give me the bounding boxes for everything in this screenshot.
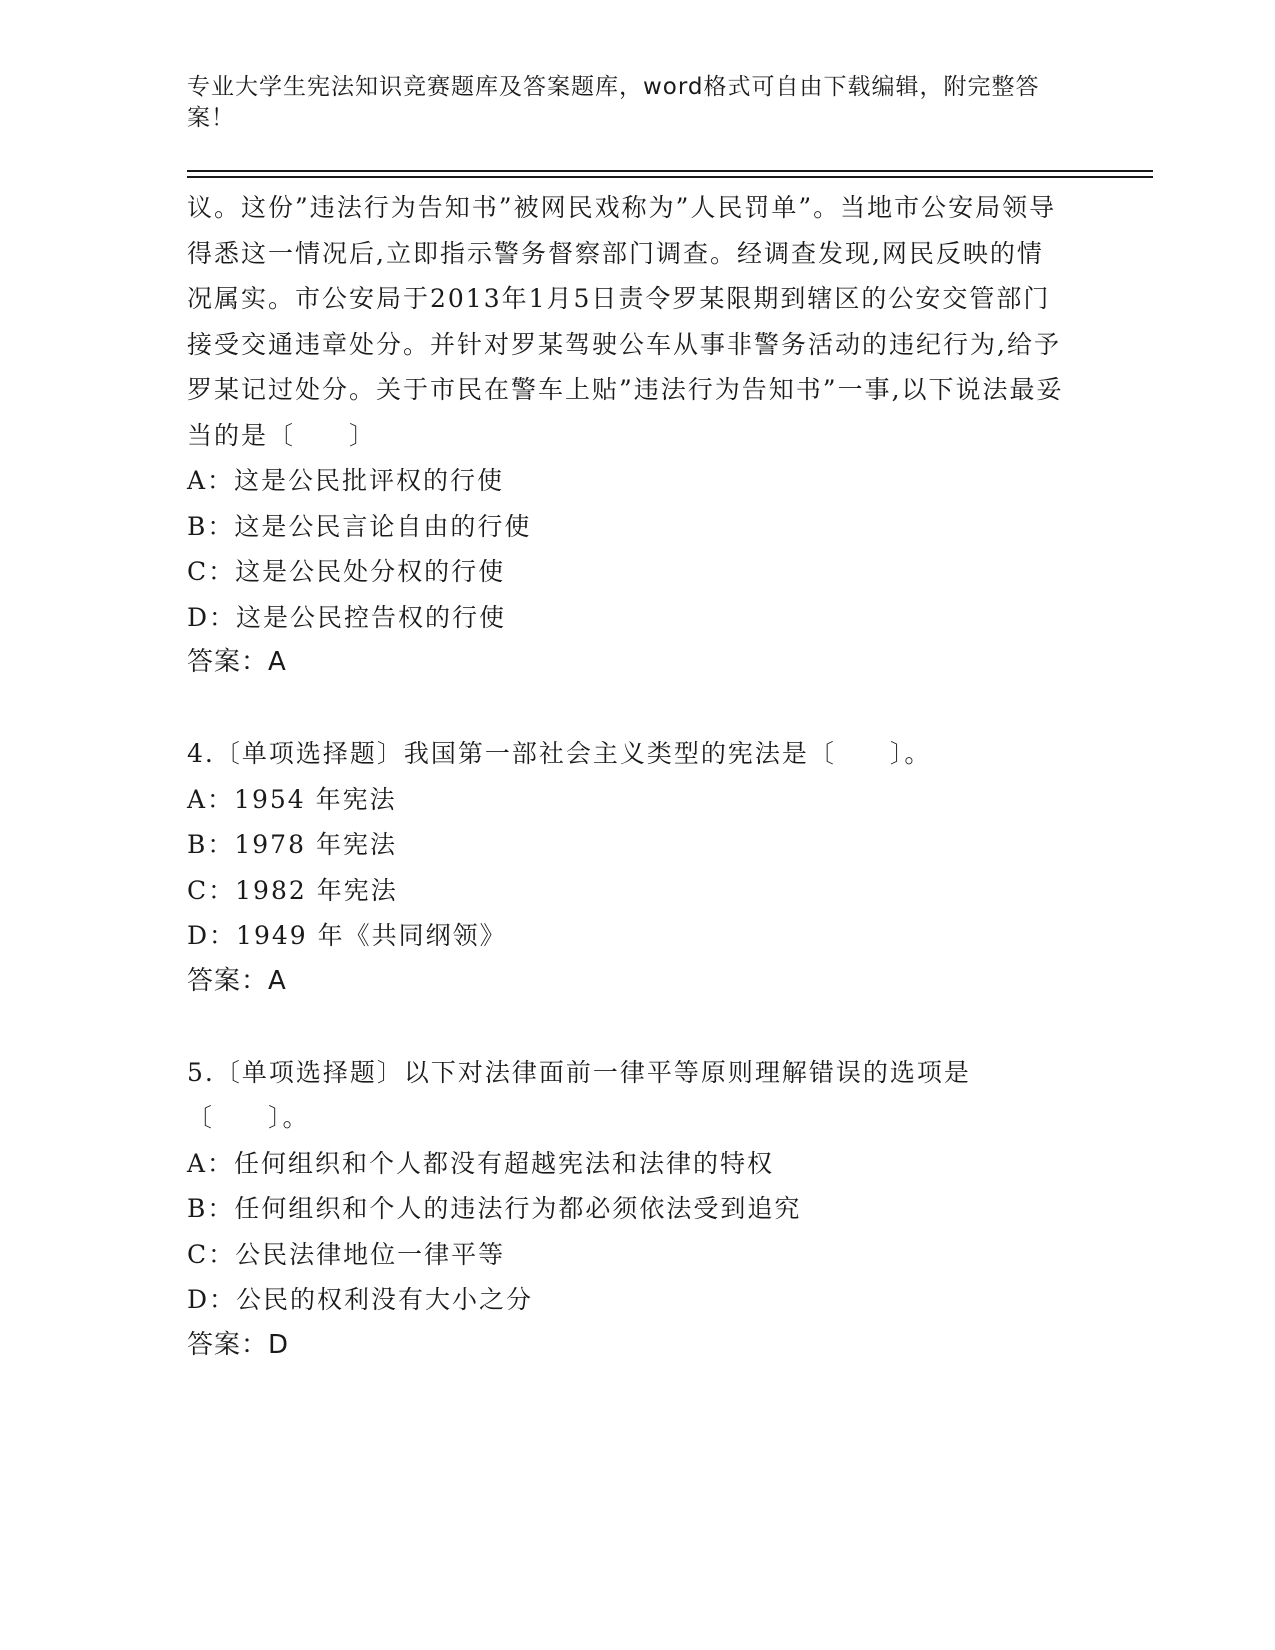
- header-divider-bottom: [187, 176, 1153, 178]
- option-a: A：这是公民批评权的行使: [187, 466, 505, 495]
- option-b: B：这是公民言论自由的行使: [187, 511, 532, 541]
- option-d: D：公民的权利没有大小之分: [187, 1285, 534, 1314]
- question-3: [187, 185, 1067, 686]
- option-b: B：1978 年宪法: [187, 830, 397, 859]
- question-4: [187, 731, 1067, 1004]
- spacer: [187, 686, 1067, 732]
- option-c: C：公民法律地位一律平等: [187, 1239, 506, 1269]
- option-c: C：这是公民处分权的行使: [187, 557, 506, 586]
- answer: 答案：A: [187, 647, 287, 677]
- option-d: D：这是公民控告权的行使: [187, 602, 507, 632]
- document-header: 专业大学生宪法知识竞赛题库及答案题库，word格式可自由下载编辑，附完整答案！: [187, 74, 1040, 131]
- option-b: B：任何组织和个人的违法行为都必须依法受到追究: [187, 1194, 802, 1223]
- option-d: D：1949 年《共同纲领》: [187, 921, 507, 950]
- question-stem: 4.〔单项选择题〕我国第一部社会主义类型的宪法是〔 〕。: [187, 739, 932, 768]
- header-divider-top: [187, 170, 1153, 172]
- option-a: A：1954 年宪法: [187, 784, 397, 814]
- question-list: [187, 185, 1067, 1368]
- question-stem: 议。这份”违法行为告知书”被网民戏称为”人民罚单”。当地市公安局领导得悉这一情况后,立即指示警务督察部门调查。经调查发现,网民反映的情况属实。市公安局于2013年1月5日责令罗某限期到辖区的公安交管部门接受交通违章处分。并针对罗某驾驶公车从事非警务活动的违纪行为,给予罗某记过处分。关于市民在警车上贴”违法行为告知书”一事,以下说法最妥当的是〔 〕: [187, 193, 1064, 450]
- answer: 答案：A: [187, 965, 287, 996]
- option-c: C：1982 年宪法: [187, 875, 398, 905]
- question-stem: 5.〔单项选择题〕以下对法律面前一律平等原则理解错误的选项是〔 〕。: [187, 1057, 971, 1132]
- spacer: [187, 1004, 1067, 1050]
- option-a: A：任何组织和个人都没有超越宪法和法律的特权: [187, 1148, 775, 1178]
- question-5: [187, 1050, 1067, 1369]
- answer: 答案：D: [187, 1329, 290, 1360]
